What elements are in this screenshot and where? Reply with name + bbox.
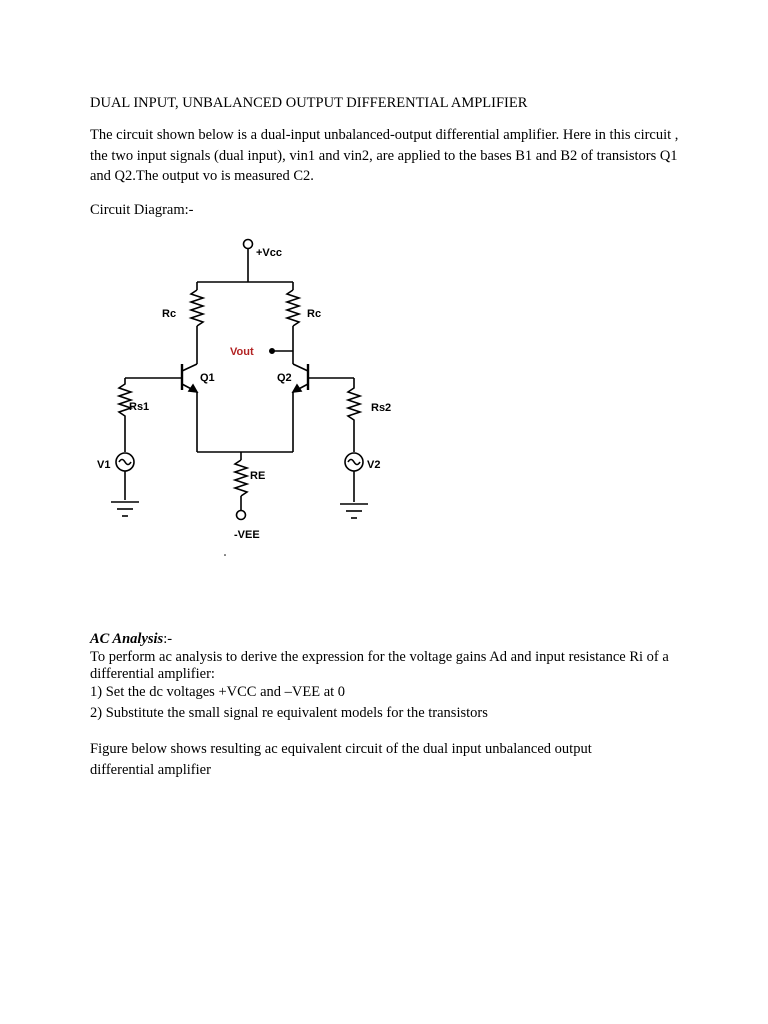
rc-left-resistor xyxy=(191,290,203,326)
vee-label: -VEE xyxy=(234,529,260,541)
figure-description: Figure below shows resulting ac equivalent circuit of the dual input unbalanced output differential amplifier xyxy=(90,741,592,778)
vcc-terminal xyxy=(244,240,253,249)
vcc-label: +Vcc xyxy=(256,247,282,259)
document-title: DUAL INPUT, UNBALANCED OUTPUT DIFFERENTIAL AMPLIFIER xyxy=(90,95,528,111)
rc-right-resistor xyxy=(287,290,299,326)
circuit-diagram xyxy=(88,228,418,563)
q1-label: Q1 xyxy=(200,372,215,384)
q2-label: Q2 xyxy=(277,372,292,384)
rc-left-label: Rc xyxy=(162,308,177,320)
step-2: 2) Substitute the small signal re equivalent models for the transistors xyxy=(90,705,488,721)
step-1: 1) Set the dc voltages +VCC and –VEE at 0 xyxy=(90,684,346,700)
ground-left xyxy=(111,502,139,516)
ac-analysis-title: AC Analysis xyxy=(90,631,164,647)
vout-label: Vout xyxy=(230,346,254,358)
q2-transistor xyxy=(293,364,308,452)
vee-terminal xyxy=(237,511,246,520)
circuit-diagram-label: Circuit Diagram:- xyxy=(90,202,194,218)
rs2-resistor xyxy=(348,378,360,452)
ac-analysis-suffix: :- xyxy=(163,631,173,647)
rs1-label: Rs1 xyxy=(129,401,150,413)
v1-label: V1 xyxy=(97,459,111,471)
re-label: RE xyxy=(250,470,266,482)
rc-right-label: Rc xyxy=(307,308,322,320)
v2-label: V2 xyxy=(367,459,381,471)
vout-node xyxy=(270,349,274,353)
ac-analysis-body: To perform ac analysis to derive the expression for the voltage gains Ad and input resistance Ri of a differential amplifier: xyxy=(90,649,669,682)
re-resistor xyxy=(235,460,247,496)
rs1-resistor xyxy=(119,378,131,452)
q1-transistor xyxy=(182,364,197,452)
ac-analysis-heading xyxy=(90,629,172,650)
intro-paragraph: The circuit shown below is a dual-input unbalanced-output differential amplifier. Here in this circuit , the two input signals (dual input), vin1 and vin2, are applied to the bases B1 and B2 of transistors Q1 and Q2.The output vo is measured C2. xyxy=(90,127,679,184)
rs2-label: Rs2 xyxy=(371,402,392,414)
ground-right xyxy=(340,504,368,518)
